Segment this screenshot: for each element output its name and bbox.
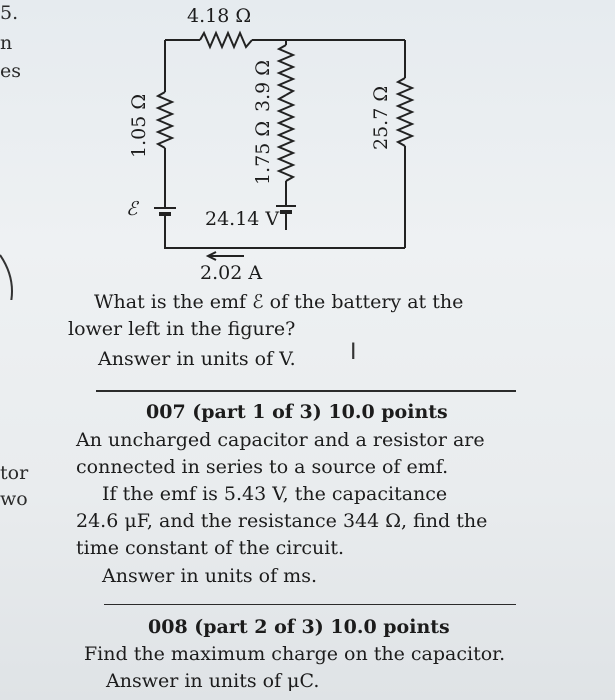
q006-answer-units: Answer in units of V. bbox=[98, 348, 296, 370]
margin-fragment: tor bbox=[0, 462, 29, 484]
label-r-mid-upper: 3.9 Ω bbox=[252, 59, 274, 112]
label-emf: ℰ bbox=[126, 198, 138, 220]
label-r-mid-lower: 1.75 Ω bbox=[252, 120, 274, 185]
q007-line4: 24.6 μF, and the resistance 344 Ω, find the bbox=[76, 510, 488, 532]
q008-answer-units: Answer in units of μC. bbox=[106, 670, 320, 692]
margin-fragment: es bbox=[0, 60, 21, 82]
q007-header: 007 (part 1 of 3) 10.0 points bbox=[146, 401, 448, 423]
q006-line2: lower left in the figure? bbox=[68, 318, 296, 340]
margin-fragment: wo bbox=[0, 488, 28, 510]
q007-answer-units: Answer in units of ms. bbox=[102, 565, 317, 587]
resistor-right bbox=[398, 78, 412, 146]
resistor-top bbox=[200, 33, 252, 47]
q007-line1: An uncharged capacitor and a resistor are bbox=[76, 429, 485, 451]
text-cursor-icon: I bbox=[350, 340, 357, 365]
label-r-top: 4.18 Ω bbox=[187, 5, 252, 27]
label-r-right: 25.7 Ω bbox=[370, 85, 392, 150]
q006-line1: What is the emf ℰ of the battery at the bbox=[94, 291, 464, 313]
section-divider bbox=[104, 604, 516, 605]
q007-line5: time constant of the circuit. bbox=[76, 537, 345, 559]
label-current: 2.02 A bbox=[200, 262, 263, 284]
resistor-left bbox=[158, 92, 172, 148]
q007-line2: connected in series to a source of emf. bbox=[76, 456, 449, 478]
label-battery-value: 24.14 V bbox=[205, 208, 280, 230]
q008-line1: Find the maximum charge on the capacitor. bbox=[84, 643, 506, 665]
margin-arc bbox=[0, 255, 12, 300]
section-divider bbox=[96, 390, 516, 392]
circuit-diagram bbox=[0, 0, 615, 300]
margin-fragment: 5. bbox=[0, 2, 19, 24]
margin-fragment: n bbox=[0, 32, 13, 54]
label-r-left: 1.05 Ω bbox=[128, 93, 150, 158]
q008-header: 008 (part 2 of 3) 10.0 points bbox=[148, 616, 450, 638]
resistor-mid-upper bbox=[279, 45, 293, 95]
resistor-mid-lower bbox=[279, 95, 293, 181]
q007-line3: If the emf is 5.43 V, the capacitance bbox=[102, 483, 448, 505]
